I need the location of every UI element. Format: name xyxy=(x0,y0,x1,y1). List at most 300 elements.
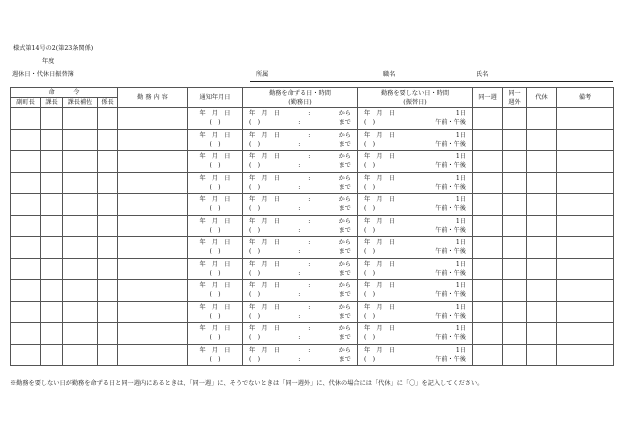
notify-date-cell[interactable] xyxy=(188,129,243,151)
from-text: から xyxy=(338,131,351,139)
table-row xyxy=(11,301,614,323)
off-day-cell[interactable] xyxy=(358,237,473,259)
time-colon: : xyxy=(308,153,311,161)
duty-content-cell[interactable] xyxy=(118,237,188,259)
date-text: 年 月 日 xyxy=(364,110,395,118)
time-colon: : xyxy=(308,131,311,139)
date-text: 年 月 日 xyxy=(249,110,280,118)
off-day-header-line2: (振替日) xyxy=(403,98,427,106)
weekday-paren: ( ) xyxy=(364,119,376,127)
from-text: から xyxy=(338,174,351,182)
order-stamp-deputy-mayor[interactable] xyxy=(11,215,41,237)
table-row xyxy=(11,323,614,345)
work-day-line1 xyxy=(243,303,357,312)
substitute-cell[interactable] xyxy=(527,237,557,259)
same-week-cell[interactable] xyxy=(473,323,503,345)
order-stamp-assistant-chief[interactable] xyxy=(63,344,98,366)
substitute-cell[interactable] xyxy=(527,258,557,280)
order-col-assistant-chief: 課長補佐 xyxy=(63,98,98,108)
one-day-text: 1日 xyxy=(455,174,466,182)
order-stamp-assistant-chief[interactable] xyxy=(63,280,98,302)
weekday-paren: ( ) xyxy=(364,248,376,256)
off-day-line1 xyxy=(358,152,472,161)
table-row xyxy=(11,129,614,151)
off-day-header xyxy=(358,88,473,108)
am-pm-text: 午前・午後 xyxy=(435,355,466,363)
order-stamp-unit-chief[interactable] xyxy=(98,172,118,194)
order-stamp-section-chief[interactable] xyxy=(41,280,63,302)
form-title: 週休日・代休日振替簿 xyxy=(12,71,74,78)
weekday-paren: ( ) xyxy=(364,312,376,320)
work-day-cell[interactable] xyxy=(243,108,358,130)
order-stamp-deputy-mayor[interactable] xyxy=(11,237,41,259)
work-day-line2 xyxy=(243,355,357,364)
other-week-cell[interactable] xyxy=(503,129,527,151)
order-stamp-assistant-chief[interactable] xyxy=(63,194,98,216)
other-week-cell[interactable] xyxy=(503,108,527,130)
weekday-paren: ( ) xyxy=(249,226,261,234)
order-stamp-assistant-chief[interactable] xyxy=(63,215,98,237)
work-day-line2 xyxy=(243,183,357,192)
order-stamp-assistant-chief[interactable] xyxy=(63,301,98,323)
duty-content-cell[interactable] xyxy=(118,172,188,194)
substitute-cell[interactable] xyxy=(527,344,557,366)
off-day-line2 xyxy=(358,312,472,321)
order-stamp-section-chief[interactable] xyxy=(41,344,63,366)
to-text: まで xyxy=(338,162,351,170)
weekday-paren: ( ) xyxy=(364,205,376,213)
off-day-cell[interactable] xyxy=(358,344,473,366)
weekday-paren: ( ) xyxy=(209,119,221,127)
order-stamp-unit-chief[interactable] xyxy=(98,301,118,323)
remarks-cell[interactable] xyxy=(557,108,614,130)
time-colon: : xyxy=(298,269,301,277)
order-stamp-section-chief[interactable] xyxy=(41,323,63,345)
substitute-cell[interactable] xyxy=(527,215,557,237)
order-stamp-unit-chief[interactable] xyxy=(98,151,118,173)
notify-date-cell[interactable] xyxy=(188,215,243,237)
from-text: から xyxy=(338,282,351,290)
to-text: まで xyxy=(338,140,351,148)
notify-date-cell[interactable] xyxy=(188,151,243,173)
weekday-paren: ( ) xyxy=(209,248,221,256)
off-day-line2 xyxy=(358,140,472,149)
weekday-paren: ( ) xyxy=(364,334,376,342)
to-text: まで xyxy=(338,248,351,256)
off-day-line1 xyxy=(358,281,472,290)
work-day-cell[interactable] xyxy=(243,215,358,237)
remarks-cell[interactable] xyxy=(557,129,614,151)
work-day-cell[interactable] xyxy=(243,323,358,345)
work-day-line2 xyxy=(243,226,357,235)
one-day-text: 1日 xyxy=(455,346,466,354)
weekday-paren: ( ) xyxy=(209,205,221,213)
order-stamp-assistant-chief[interactable] xyxy=(63,172,98,194)
post-label: 職名 xyxy=(383,71,396,78)
work-day-cell[interactable] xyxy=(243,258,358,280)
same-week-header: 同一週 xyxy=(473,88,503,108)
work-day-cell[interactable] xyxy=(243,237,358,259)
work-day-line2 xyxy=(243,161,357,170)
date-text: 年 月 日 xyxy=(249,196,280,204)
date-text: 年 月 日 xyxy=(364,303,395,311)
date-text: 年 月 日 xyxy=(249,346,280,354)
order-stamp-section-chief[interactable] xyxy=(41,151,63,173)
date-text: 年 月 日 xyxy=(364,196,395,204)
other-week-header-line1: 同一 xyxy=(508,89,521,97)
order-col-unit-chief: 係長 xyxy=(98,98,118,108)
time-colon: : xyxy=(298,291,301,299)
remarks-cell[interactable] xyxy=(557,172,614,194)
order-stamp-assistant-chief[interactable] xyxy=(63,129,98,151)
to-text: まで xyxy=(338,291,351,299)
other-week-cell[interactable] xyxy=(503,323,527,345)
order-stamp-deputy-mayor[interactable] xyxy=(11,151,41,173)
work-day-line1 xyxy=(243,217,357,226)
time-colon: : xyxy=(308,239,311,247)
weekday-paren: ( ) xyxy=(249,183,261,191)
notify-date-cell[interactable] xyxy=(188,344,243,366)
off-day-cell[interactable] xyxy=(358,172,473,194)
work-day-line2 xyxy=(243,312,357,321)
substitute-cell[interactable] xyxy=(527,323,557,345)
work-day-line2 xyxy=(243,247,357,256)
header-underline xyxy=(250,81,613,82)
work-day-line1 xyxy=(243,195,357,204)
other-week-cell[interactable] xyxy=(503,301,527,323)
off-day-line2 xyxy=(358,290,472,299)
date-text: 年 月 日 xyxy=(364,282,395,290)
work-day-line1 xyxy=(243,152,357,161)
other-week-cell[interactable] xyxy=(503,172,527,194)
one-day-text: 1日 xyxy=(455,153,466,161)
off-day-line2 xyxy=(358,355,472,364)
weekday-paren: ( ) xyxy=(249,269,261,277)
weekday-paren: ( ) xyxy=(209,183,221,191)
order-stamp-unit-chief[interactable] xyxy=(98,108,118,130)
notify-date-cell[interactable] xyxy=(188,194,243,216)
table-row xyxy=(11,344,614,366)
year-label: 年度 xyxy=(42,58,55,65)
date-text: 年 月 日 xyxy=(364,131,395,139)
order-stamp-unit-chief[interactable] xyxy=(98,344,118,366)
same-week-cell[interactable] xyxy=(473,301,503,323)
duty-content-cell[interactable] xyxy=(118,194,188,216)
order-stamp-unit-chief[interactable] xyxy=(98,215,118,237)
one-day-text: 1日 xyxy=(455,217,466,225)
substitute-cell[interactable] xyxy=(527,129,557,151)
weekday-paren: ( ) xyxy=(364,162,376,170)
order-stamp-section-chief[interactable] xyxy=(41,129,63,151)
off-day-line1 xyxy=(358,109,472,118)
date-text: 年 月 日 xyxy=(199,282,231,290)
off-day-cell[interactable] xyxy=(358,194,473,216)
other-week-cell[interactable] xyxy=(503,151,527,173)
work-day-line2 xyxy=(243,118,357,127)
time-colon: : xyxy=(308,196,311,204)
notify-date-cell[interactable] xyxy=(188,258,243,280)
date-text: 年 月 日 xyxy=(199,196,231,204)
table-row xyxy=(11,237,614,259)
table-row xyxy=(11,151,614,173)
off-day-cell[interactable] xyxy=(358,280,473,302)
weekday-paren: ( ) xyxy=(209,355,221,363)
weekday-paren: ( ) xyxy=(364,291,376,299)
notify-date-cell[interactable] xyxy=(188,301,243,323)
off-day-line2 xyxy=(358,333,472,342)
date-text: 年 月 日 xyxy=(249,174,280,182)
order-stamp-assistant-chief[interactable] xyxy=(63,323,98,345)
work-day-cell[interactable] xyxy=(243,344,358,366)
duty-content-cell[interactable] xyxy=(118,323,188,345)
work-day-cell[interactable] xyxy=(243,129,358,151)
date-text: 年 月 日 xyxy=(364,260,395,268)
time-colon: : xyxy=(308,346,311,354)
duty-content-cell[interactable] xyxy=(118,215,188,237)
order-stamp-section-chief[interactable] xyxy=(41,301,63,323)
duty-content-cell[interactable] xyxy=(118,151,188,173)
to-text: まで xyxy=(338,334,351,342)
order-stamp-deputy-mayor[interactable] xyxy=(11,108,41,130)
order-stamp-deputy-mayor[interactable] xyxy=(11,129,41,151)
duty-content-cell[interactable] xyxy=(118,258,188,280)
off-day-cell[interactable] xyxy=(358,301,473,323)
duty-content-cell[interactable] xyxy=(118,129,188,151)
other-week-cell[interactable] xyxy=(503,258,527,280)
same-week-cell[interactable] xyxy=(473,215,503,237)
work-day-cell[interactable] xyxy=(243,280,358,302)
weekday-paren: ( ) xyxy=(249,291,261,299)
same-week-cell[interactable] xyxy=(473,151,503,173)
order-stamp-deputy-mayor[interactable] xyxy=(11,301,41,323)
substitute-cell[interactable] xyxy=(527,301,557,323)
order-stamp-assistant-chief[interactable] xyxy=(63,151,98,173)
one-day-text: 1日 xyxy=(455,303,466,311)
same-week-cell[interactable] xyxy=(473,344,503,366)
work-day-line2 xyxy=(243,290,357,299)
order-stamp-assistant-chief[interactable] xyxy=(63,108,98,130)
date-text: 年 月 日 xyxy=(249,282,280,290)
other-week-cell[interactable] xyxy=(503,194,527,216)
date-text: 年 月 日 xyxy=(199,260,231,268)
duty-content-cell[interactable] xyxy=(118,344,188,366)
weekday-paren: ( ) xyxy=(249,162,261,170)
other-week-header-line2: 週外 xyxy=(508,98,521,106)
from-text: から xyxy=(338,217,351,225)
off-day-line1 xyxy=(358,195,472,204)
same-week-cell[interactable] xyxy=(473,194,503,216)
to-text: まで xyxy=(338,355,351,363)
other-week-cell[interactable] xyxy=(503,280,527,302)
off-day-line2 xyxy=(358,247,472,256)
time-colon: : xyxy=(298,119,301,127)
date-text: 年 月 日 xyxy=(199,217,231,225)
time-colon: : xyxy=(308,174,311,182)
to-text: まで xyxy=(338,269,351,277)
date-text: 年 月 日 xyxy=(199,174,231,182)
table-row xyxy=(11,108,614,130)
time-colon: : xyxy=(298,162,301,170)
other-week-cell[interactable] xyxy=(503,344,527,366)
same-week-cell[interactable] xyxy=(473,258,503,280)
remarks-cell[interactable] xyxy=(557,151,614,173)
off-day-cell[interactable] xyxy=(358,151,473,173)
am-pm-text: 午前・午後 xyxy=(435,248,466,256)
duty-content-cell[interactable] xyxy=(118,301,188,323)
remarks-cell[interactable] xyxy=(557,301,614,323)
date-text: 年 月 日 xyxy=(199,303,231,311)
time-colon: : xyxy=(308,325,311,333)
off-day-line1 xyxy=(358,174,472,183)
am-pm-text: 午前・午後 xyxy=(435,205,466,213)
order-stamp-unit-chief[interactable] xyxy=(98,237,118,259)
to-text: まで xyxy=(338,226,351,234)
weekday-paren: ( ) xyxy=(249,140,261,148)
order-stamp-deputy-mayor[interactable] xyxy=(11,344,41,366)
notify-date-cell[interactable] xyxy=(188,323,243,345)
date-text: 年 月 日 xyxy=(364,325,395,333)
off-day-cell[interactable] xyxy=(358,108,473,130)
to-text: まで xyxy=(338,205,351,213)
date-text: 年 月 日 xyxy=(364,153,395,161)
remarks-header: 備考 xyxy=(557,88,614,108)
order-stamp-section-chief[interactable] xyxy=(41,237,63,259)
order-stamp-unit-chief[interactable] xyxy=(98,280,118,302)
substitute-cell[interactable] xyxy=(527,280,557,302)
weekday-paren: ( ) xyxy=(364,140,376,148)
time-colon: : xyxy=(298,205,301,213)
other-week-cell[interactable] xyxy=(503,215,527,237)
off-day-line1 xyxy=(358,346,472,355)
off-day-line1 xyxy=(358,303,472,312)
off-day-cell[interactable] xyxy=(358,258,473,280)
form-id: 様式第14号の2(第23条関係) xyxy=(13,45,94,52)
off-day-line2 xyxy=(358,226,472,235)
order-stamp-unit-chief[interactable] xyxy=(98,258,118,280)
date-text: 年 月 日 xyxy=(364,217,395,225)
time-colon: : xyxy=(308,110,311,118)
notify-date-cell[interactable] xyxy=(188,172,243,194)
from-text: から xyxy=(338,260,351,268)
am-pm-text: 午前・午後 xyxy=(435,312,466,320)
remarks-cell[interactable] xyxy=(557,215,614,237)
remarks-cell[interactable] xyxy=(557,237,614,259)
substitute-cell[interactable] xyxy=(527,151,557,173)
order-stamp-deputy-mayor[interactable] xyxy=(11,194,41,216)
am-pm-text: 午前・午後 xyxy=(435,334,466,342)
time-colon: : xyxy=(298,183,301,191)
work-day-header xyxy=(243,88,358,108)
order-stamp-deputy-mayor[interactable] xyxy=(11,172,41,194)
remarks-cell[interactable] xyxy=(557,280,614,302)
order-stamp-unit-chief[interactable] xyxy=(98,194,118,216)
remarks-cell[interactable] xyxy=(557,258,614,280)
order-stamp-unit-chief[interactable] xyxy=(98,323,118,345)
weekday-paren: ( ) xyxy=(364,269,376,277)
order-stamp-deputy-mayor[interactable] xyxy=(11,323,41,345)
date-text: 年 月 日 xyxy=(364,346,395,354)
duty-content-cell[interactable] xyxy=(118,108,188,130)
off-day-line2 xyxy=(358,269,472,278)
order-stamp-deputy-mayor[interactable] xyxy=(11,280,41,302)
off-day-line1 xyxy=(358,238,472,247)
off-day-cell[interactable] xyxy=(358,129,473,151)
am-pm-text: 午前・午後 xyxy=(435,119,466,127)
am-pm-text: 午前・午後 xyxy=(435,269,466,277)
same-week-cell[interactable] xyxy=(473,108,503,130)
am-pm-text: 午前・午後 xyxy=(435,291,466,299)
notify-date-cell[interactable] xyxy=(188,237,243,259)
one-day-text: 1日 xyxy=(455,325,466,333)
work-day-line2 xyxy=(243,333,357,342)
work-day-cell[interactable] xyxy=(243,151,358,173)
weekday-paren: ( ) xyxy=(249,248,261,256)
order-stamp-section-chief[interactable] xyxy=(41,215,63,237)
remarks-cell[interactable] xyxy=(557,194,614,216)
time-colon: : xyxy=(298,226,301,234)
substitute-cell[interactable] xyxy=(527,108,557,130)
remarks-cell[interactable] xyxy=(557,344,614,366)
am-pm-text: 午前・午後 xyxy=(435,183,466,191)
notify-date-cell[interactable] xyxy=(188,280,243,302)
order-stamp-section-chief[interactable] xyxy=(41,108,63,130)
time-colon: : xyxy=(298,248,301,256)
work-day-cell[interactable] xyxy=(243,301,358,323)
same-week-cell[interactable] xyxy=(473,280,503,302)
remarks-cell[interactable] xyxy=(557,323,614,345)
same-week-cell[interactable] xyxy=(473,129,503,151)
same-week-cell[interactable] xyxy=(473,237,503,259)
date-text: 年 月 日 xyxy=(199,153,231,161)
off-day-line1 xyxy=(358,324,472,333)
substitute-header: 代休 xyxy=(527,88,557,108)
same-week-cell[interactable] xyxy=(473,172,503,194)
off-day-line2 xyxy=(358,161,472,170)
order-stamp-section-chief[interactable] xyxy=(41,172,63,194)
order-stamp-section-chief[interactable] xyxy=(41,194,63,216)
am-pm-text: 午前・午後 xyxy=(435,162,466,170)
off-day-cell[interactable] xyxy=(358,215,473,237)
weekday-paren: ( ) xyxy=(209,269,221,277)
weekday-paren: ( ) xyxy=(209,312,221,320)
from-text: から xyxy=(338,239,351,247)
time-colon: : xyxy=(308,217,311,225)
off-day-line2 xyxy=(358,183,472,192)
substitute-cell[interactable] xyxy=(527,172,557,194)
other-week-cell[interactable] xyxy=(503,237,527,259)
duty-content-cell[interactable] xyxy=(118,280,188,302)
time-colon: : xyxy=(298,312,301,320)
work-day-line2 xyxy=(243,269,357,278)
work-day-line1 xyxy=(243,260,357,269)
work-day-cell[interactable] xyxy=(243,172,358,194)
time-colon: : xyxy=(298,334,301,342)
substitute-cell[interactable] xyxy=(527,194,557,216)
off-day-header-line1: 勤務を要しない日・時間 xyxy=(380,89,450,97)
notify-date-cell[interactable] xyxy=(188,108,243,130)
work-day-cell[interactable] xyxy=(243,194,358,216)
off-day-cell[interactable] xyxy=(358,323,473,345)
order-stamp-deputy-mayor[interactable] xyxy=(11,258,41,280)
weekday-paren: ( ) xyxy=(249,205,261,213)
table-row xyxy=(11,172,614,194)
order-stamp-section-chief[interactable] xyxy=(41,258,63,280)
work-day-line1 xyxy=(243,324,357,333)
order-stamp-unit-chief[interactable] xyxy=(98,129,118,151)
order-stamp-assistant-chief[interactable] xyxy=(63,237,98,259)
order-stamp-assistant-chief[interactable] xyxy=(63,258,98,280)
table-row xyxy=(11,258,614,280)
